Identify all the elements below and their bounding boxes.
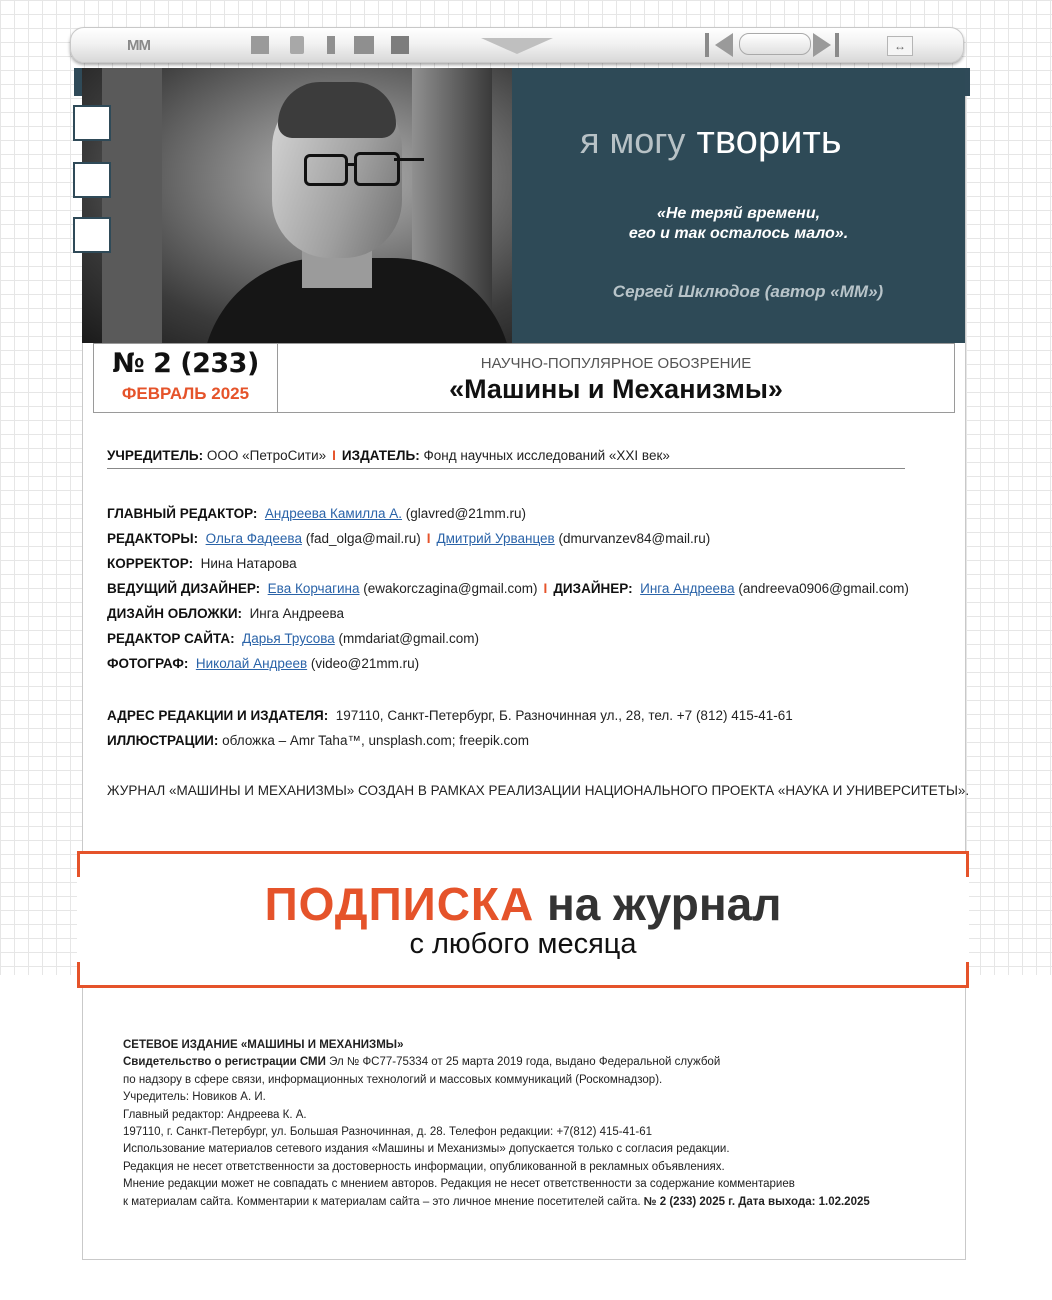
photographer-line: ФОТОГРАФ: Николай Андреев (video@21mm.ru) xyxy=(107,656,420,671)
magazine-title: «Машины и Механизмы» xyxy=(449,374,783,404)
doc-icon[interactable] xyxy=(290,36,304,54)
cover-design-line: ДИЗАЙН ОБЛОЖКИ: Инга Андреева xyxy=(107,606,344,621)
site-editor-link[interactable]: Дарья Трусова xyxy=(242,631,335,646)
hero-title: я могу творить xyxy=(580,118,842,162)
designer-link[interactable]: Инга Андреева xyxy=(640,581,735,596)
print-icon[interactable] xyxy=(354,36,374,54)
photographer-link[interactable]: Николай Андреев xyxy=(195,656,308,671)
legal-line-7: Использование материалов сетевого издания «Машины и Механизмы» допускается только с согласия редакции. xyxy=(123,1143,730,1156)
last-page-icon[interactable] xyxy=(835,33,839,57)
credits-divider xyxy=(107,468,905,469)
hero-quote: «Не теряй времени, его и так осталось мало». xyxy=(628,205,849,242)
legal-line-8: Редакция не несет ответственности за достоверность информации, опубликованной в рекламных объявлениях. xyxy=(123,1160,725,1173)
next-page-icon[interactable] xyxy=(813,33,831,57)
title-box xyxy=(278,344,954,412)
subscription-banner[interactable] xyxy=(77,851,969,988)
editor1-link[interactable]: Ольга Фадеева xyxy=(205,531,302,546)
issue-month: ФЕВРАЛЬ 2025 xyxy=(121,384,250,403)
site-editor-line: РЕДАКТОР САЙТА: Дарья Трусова (mmdariat@gmail.com) xyxy=(107,631,480,646)
legal-line-2: Свидетельство о регистрации СМИ Эл № ФС77-75334 от 25 марта 2019 года, выдано Федеральной службой xyxy=(123,1056,721,1069)
genre-label: НАУЧНО-ПОПУЛЯРНОЕ ОБОЗРЕНИЕ xyxy=(480,355,752,372)
thumbnails-icon[interactable] xyxy=(391,36,409,54)
menu-down-icon[interactable] xyxy=(481,38,553,54)
legal-line-4: Учредитель: Новиков А. И. xyxy=(123,1091,266,1104)
legal-line-9: Мнение редакции может не совпадать с мнением авторов. Редакция не несет ответственности за содержание комментариев xyxy=(123,1178,795,1191)
chief-editor-line: ГЛАВНЫЙ РЕДАКТОР: Андреева Камилла А. (glavred@21mm.ru) xyxy=(107,506,527,521)
bookmark-icon[interactable] xyxy=(327,36,335,54)
chief-editor-link[interactable]: Андреева Камилла А. xyxy=(264,506,403,521)
illustrations-line: ИЛЛЮСТРАЦИИ: обложка – Amr Taha™, unsplash.com; freepik.com xyxy=(107,733,530,748)
legal-line-5: Главный редактор: Андреева К. А. xyxy=(123,1108,307,1121)
founder-line: УЧРЕДИТЕЛЬ: ООО «ПетроСити» I ИЗДАТЕЛЬ: Фонд научных исследований «XXI век» xyxy=(107,448,670,463)
corrector-line: КОРРЕКТОР: Нина Натарова xyxy=(107,556,297,571)
project-note: ЖУРНАЛ «МАШИНЫ И МЕХАНИЗМЫ» СОЗДАН В РАМКАХ РЕАЛИЗАЦИИ НАЦИОНАЛЬНОГО ПРОЕКТА «НАУКА И УНИВЕРСИТЕТЫ». xyxy=(107,783,970,798)
page-tab-1[interactable] xyxy=(73,105,111,141)
issue-box xyxy=(94,344,278,412)
legal-line-3: по надзору в сфере связи, информационных технологий и массовых коммуникаций (Роскомнадзор). xyxy=(123,1073,663,1086)
masthead xyxy=(93,343,955,413)
legal-line-10: к материалам сайта. Комментарии к материалам сайта – это личное мнение посетителей сайта. № 2 (233) 2025 г. Дата выхода: 1.02.2025 xyxy=(123,1195,870,1208)
designers-line: ВЕДУЩИЙ ДИЗАЙНЕР: Ева Корчагина (ewakorczagina@gmail.com) I ДИЗАЙНЕР: Инга Андреева (andreeva0906@gmail.com) xyxy=(107,581,909,596)
page-slider[interactable] xyxy=(739,33,811,55)
legal-line-1: СЕТЕВОЕ ИЗДАНИЕ «МАШИНЫ И МЕХАНИЗМЫ» xyxy=(123,1039,404,1051)
fit-width-icon[interactable]: ↔ xyxy=(887,36,913,56)
subscription-heading: ПОДПИСКА на журнал xyxy=(264,878,782,930)
author-photo xyxy=(82,68,512,343)
prev-page-icon[interactable] xyxy=(715,33,733,57)
lead-designer-link[interactable]: Ева Корчагина xyxy=(267,581,360,596)
editors-line: РЕДАКТОРЫ: Ольга Фадеева (fad_olga@mail.ru) I Дмитрий Урванцев (dmurvanzev84@mail.ru) xyxy=(107,531,711,546)
legal-line-6: 197110, г. Санкт-Петербург, ул. Большая Разночинная, д. 28. Телефон редакции: +7(812) 415-41-61 xyxy=(123,1126,653,1139)
first-page-icon[interactable] xyxy=(705,33,709,57)
mm-logo-icon[interactable]: MM xyxy=(127,37,150,54)
editor2-link[interactable]: Дмитрий Урванцев xyxy=(436,531,555,546)
address-line: АДРЕС РЕДАКЦИИ И ИЗДАТЕЛЯ: 197110, Санкт-Петербург, Б. Разночинная ул., 28, тел. +7 (812) 415-41-61 xyxy=(107,708,793,723)
hero-author: Сергей Шклюдов (автор «ММ») xyxy=(612,282,884,301)
viewer-toolbar xyxy=(70,27,964,63)
subscription-subline: с любого месяца xyxy=(409,928,637,960)
cover-hero xyxy=(82,68,965,343)
page-tab-2[interactable] xyxy=(73,162,111,198)
page-icon[interactable] xyxy=(251,36,269,54)
legal-block xyxy=(123,1037,870,1211)
issue-number: № 2 (233) xyxy=(112,348,259,379)
page-tab-3[interactable] xyxy=(73,217,111,253)
